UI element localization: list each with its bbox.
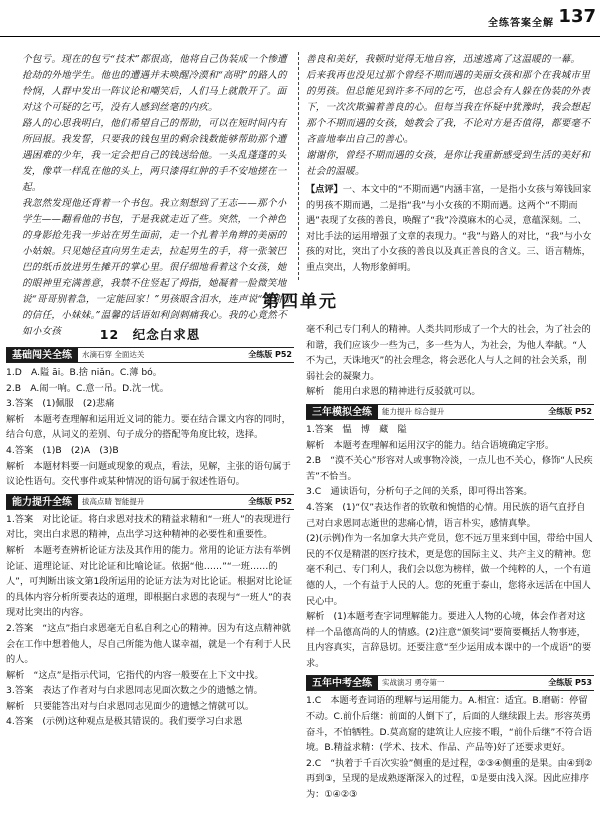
- answer-item: 1.答案 对比论证。将白求恩对技术的精益求精和“一班人”的表现进行对比，突出白求恩的精神，点出学习这种精神的必要性和重要性。: [6, 513, 291, 541]
- comment-label: 【点评】: [306, 184, 343, 195]
- basic-answers: [6, 365, 294, 490]
- section-three-year-ref: 全练版 P52: [548, 406, 592, 416]
- section-ability-label: 能力提升全练: [6, 495, 78, 509]
- answer-item: 4.答案 (示例)这种观点是极其错误的。我们要学习白求恩: [6, 716, 243, 728]
- column-divider: [298, 52, 299, 280]
- section-ability-ref: 全练版 P52: [248, 496, 292, 506]
- section-five-year: [306, 675, 594, 691]
- right-column: [306, 322, 594, 816]
- answer-item: (2)(示例)作为一名加拿大共产党员，您不远万里来到中国，带给中国人民的不仅是精湛的医疗技术，更是您的国际主义、共产主义的精神。您毫不利己、专门利人，我们会以您为榜样，做一个纯粹的人，一个有道德的人，一个有益于人民的人。您的死重于泰山，您将永远活在中国人民心中。: [306, 533, 593, 607]
- page-header: [0, 6, 600, 34]
- unit-title: 第四单元: [262, 292, 338, 312]
- lesson-number: 12: [99, 327, 120, 342]
- answer-item: 4.答案 (1)B (2)A (3)B: [6, 444, 119, 456]
- answer-item: 解析 “这点”是指示代词，它指代的内容一般要在上下文中找。: [6, 669, 264, 681]
- answer-item: 解析 本题考查理解和运用近义词的能力。要在结合课文内容的同时，结合句意，从词义的差别、句子成分的搭配等角度比较，选择。: [6, 413, 291, 441]
- section-ability: [6, 494, 294, 510]
- section-basic-sub: 水滴石穿 全面达关: [82, 350, 145, 359]
- essay-text-right: 善良和美好，我顿时觉得无地自容，迅速逃离了这温暖的一幕。 后来我再也没见过那个曾经不期而遇的美丽女孩和那个在我城市里的男孩。但总能见到许多不同的乞丐，也总会有人躲在伪装的外表下，一次次欺骗着善良的心。但每当我在怀疑中犹豫时，我会想起那个不期而遇的女孩，她教会了我，不论对方是否值得，都要毫不吝啬地奉出自己的善心。 谢谢你，曾经不期而遇的女孩，是你让我重新感受到生活的美好和社会的温暖。: [306, 54, 591, 177]
- answer-item: 解析 本题材料要一问题或现象的观点，看法，见解，主张的语句属于议论性语句。交代事件或某种情况的语句属于叙述性语句。: [6, 460, 291, 488]
- answer-item: 1.D A.隘 āi。B.捨 niǎn。C.薄 bó。: [6, 367, 162, 378]
- answer-item: 2.B A.闹一响。C.意一吊。D.沈一忧。: [6, 382, 169, 394]
- three-year-answers: [306, 422, 594, 672]
- section-three-year: [306, 404, 594, 420]
- header-title: 全练答案全解: [488, 18, 554, 29]
- answer-item: 解析 本题考查理解和运用汉字的能力。结合语境确定字形。: [306, 439, 555, 451]
- left-column: [6, 322, 294, 816]
- comment-text: 一、本文中的“不期而遇”内涵丰富，一是指小女孩与筹钱回家的男孩不期而遇，二是指“我”与小女孩的不期而遇。这两个“不期而遇”表现了女孩的善良，唤醒了“我”冷漠麻木的心灵，意蕴深刻。二、对比手法的运用增强了文章的表现力。“我”与路人的对比，“我”与小女孩的对比，突出了小女孩的善良以及真正善良的含义。三、语言精炼，重点突出，人物形象鲜明。: [306, 184, 592, 273]
- section-five-year-ref: 全练版 P53: [548, 678, 592, 688]
- section-basic: [6, 347, 294, 363]
- lesson-title: [6, 327, 294, 343]
- section-basic-label: 基础闯关全练: [6, 348, 78, 362]
- five-year-answers: [306, 693, 594, 802]
- page-number: 137: [558, 6, 596, 27]
- section-three-year-sub: 能力提升 综合提升: [382, 406, 445, 416]
- answer-item: 解析 只要能答出对与白求恩同志见面少的遗憾之情就可以。: [6, 700, 255, 712]
- answer-item: 2.C “执着于千百次实验”侧重的是过程，②③④侧重的是果。由④到②再到③，呈现的是成熟逐渐深入的过程，①是要由浅入深。因此应排序为：①④②③: [306, 757, 593, 801]
- answer-item: 解析 (1)本题考查字词理解能力。要进入人物的心境，体会作者对这样一个品德高尚的人的情感。(2)注意“颁奖词”要简要概括人物事迹，且内容真实，言辞恳切。还要注意“至少运用成本课中的一个成语”的要求。: [306, 611, 592, 669]
- answer-item: 2.答案 “这点”指白求恩毫无自私自利之心的精神。因为有这点精神就会在工作中想着他人，尽自己所能为他人谋幸福，就是一个有利于人民的人。: [6, 622, 291, 666]
- answer-item: 4.答案 (1)“仅”表达作者的钦敬和惋惜的心情。用民族的语气直抒自己对白求恩同志逝世的悲痛心情，语言朴实，感情真挚。: [306, 501, 586, 529]
- essay-right-block: [306, 52, 594, 284]
- section-five-year-label: 五年中考全练: [306, 676, 378, 690]
- answer-continuation: 毫不利己专门利人的精神。人类共同形成了一个大的社会，为了社会的和谐，我们应该少一些为己，多一些为人，为社会，为他人奉献。“人不为己，天诛地灭”的社会理念，将会恶化人与人之间的社会关系，削弱社会的凝聚力。: [306, 324, 591, 382]
- answer-item: 3.C 通读语句，分析句子之间的关系，即可得出答案。: [306, 486, 533, 498]
- ability-answers: [6, 512, 294, 730]
- section-five-year-sub: 实战演习 勇夺第一: [382, 678, 445, 688]
- answer-item: 1.C 本题考查词语的理解与运用能力。A.相宜：适宜。B.磨砺：停留不动。C.前仆后继：前面的人倒下了，后面的人继续跟上去。形容英勇奋斗，不怕牺牲。D.莫高窟的建筑让人应接不暇，“前仆后继”不符合语境。B.精益求精：(学术、技术、作品、产品等)好了还要求更好。: [306, 695, 592, 754]
- lesson-name: 纪念白求恩: [132, 327, 201, 342]
- answer-item: 2.B “漠不关心”形容对人或事物冷淡，一点儿也不关心，修饰“人民疾苦”不恰当。: [306, 455, 593, 482]
- essay-text-left: 个包亏。现在的包亏“技术”都很高，他将自己伪装成一个惨遭抢劫的外地学生。他也的遭遇并未唤醒冷漠和“高明”的路人的怜悯，人群中发出一阵议论和嘲笑后，人们马上就散开了。面对这个可疑的乞丐，没有人感到丝毫的内疚。 路人的心思我明白，他们希望自己的帮助，可以在短时间内有所回报。我发誓，只要我的钱包里的剩余钱数能够帮助那个遭遇困难的少年，我一定会把自己的钱送给他。一头乱蓬蓬的头发，像草一样乱在他的头上，两只漆得红肿的手不安地搓在一起。 我忽然发现他还背着一个书包。我立刻想到了王志——那个小学生——翻看他的书包，于是我就走近了些。突然，一个神色的身影抢先我一步站在男生面前，走一个扎着羊角辫的美丽的小姑娘。只见她径直向男生走去，拉起男生的手，将一张皱巴巴的纸币放进男生摊开的掌心里。很仔细地看着这个女孩，她的眼神里充满善意，我禁不住竖起了拇指，她凝着一脸微笑地说“哥哥别着急，一定能回家！”男孩眼含泪水，连声说“谢谢你的信任，小妹妹。”温馨的话语如利剑刺痛我心。我的心竟然不如小女孩: [22, 54, 292, 337]
- answer-item: 1.答案 愠 博 藏 隘: [306, 423, 407, 435]
- header-rule: [0, 36, 600, 37]
- answer-item: 3.答案 (1)佩服 (2)悲痛: [6, 398, 115, 410]
- comment-block: [306, 182, 594, 276]
- section-three-year-label: 三年模拟全练: [306, 405, 378, 419]
- answer-item: 3.答案 表达了作者对与白求恩同志见面次数之少的遗憾之情。: [6, 685, 263, 697]
- section-ability-sub: 拔高点睛 智能提升: [82, 496, 145, 506]
- answer-item: 解析 本题考查辨析论证方法及其作用的能力。常用的论证方法有举例论证、道理论证、对比论证和比喻论证。依据“他……”“一班……的人”，可判断出该文第1段所运用的论证方法为对比论证。根据对比论证的具体内容分析所要表达的道理，即根据白求恩的表现与“一班人”的表现对比突出的内容。: [6, 544, 293, 619]
- section-basic-ref: 全练版 P52: [248, 350, 292, 359]
- answer-continuation-note: 解析 能用白求恩的精神进行反驳就可以。: [306, 386, 481, 398]
